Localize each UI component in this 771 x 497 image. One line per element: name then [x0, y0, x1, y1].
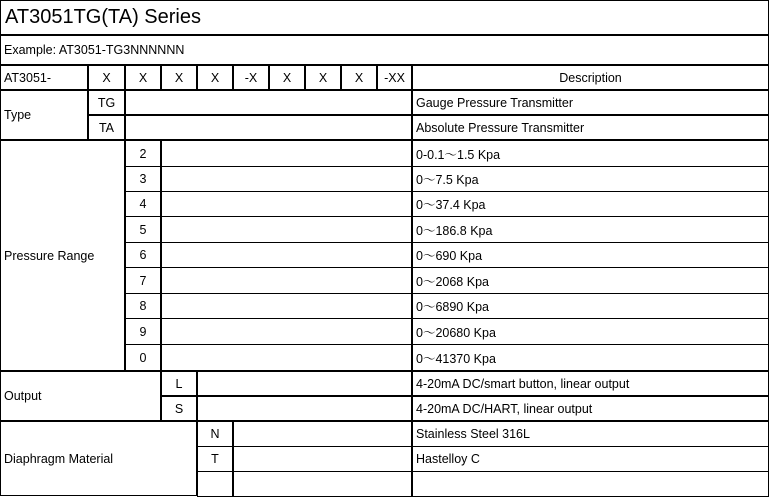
- diaphragm-code: N: [197, 421, 233, 447]
- type-label: Type: [0, 90, 88, 140]
- output-description: 4-20mA DC/smart button, linear output: [412, 371, 769, 396]
- pressure-range-code: 9: [125, 318, 161, 345]
- pressure-range-code: 4: [125, 191, 161, 217]
- type-code: TG: [88, 90, 125, 115]
- pressure-range-description: 0～7.5 Kpa: [412, 166, 769, 192]
- pressure-range-blank: [161, 242, 412, 268]
- output-blank: [197, 396, 412, 421]
- pressure-range-blank: [161, 166, 412, 192]
- pressure-range-label: Pressure Range: [0, 140, 125, 371]
- pressure-range-code: 3: [125, 166, 161, 192]
- header-code: -X: [233, 65, 269, 90]
- pressure-range-code: 8: [125, 293, 161, 319]
- output-description: 4-20mA DC/HART, linear output: [412, 396, 769, 421]
- output-code: S: [161, 396, 197, 421]
- pressure-range-description: 0～37.4 Kpa: [412, 191, 769, 217]
- pressure-range-blank: [161, 318, 412, 345]
- type-code: TA: [88, 115, 125, 140]
- diaphragm-blank: [233, 421, 412, 447]
- header-code: X: [125, 65, 161, 90]
- header-code: X: [341, 65, 377, 90]
- output-blank: [197, 371, 412, 396]
- pressure-range-description: 0～2068 Kpa: [412, 267, 769, 294]
- pressure-range-blank: [161, 216, 412, 243]
- pressure-range-code: 0: [125, 344, 161, 371]
- pressure-range-blank: [161, 191, 412, 217]
- header-description: Description: [412, 65, 769, 90]
- pressure-range-description: 0～6890 Kpa: [412, 293, 769, 319]
- type-blank: [125, 90, 412, 115]
- diaphragm-description: [412, 471, 769, 497]
- header-code: X: [269, 65, 305, 90]
- example-code: Example: AT3051-TG3NNNNNN: [0, 35, 769, 65]
- page-title: AT3051TG(TA) Series: [0, 0, 769, 35]
- diaphragm-code: T: [197, 446, 233, 472]
- pressure-range-code: 7: [125, 267, 161, 294]
- diaphragm-description: Stainless Steel 316L: [412, 421, 769, 447]
- pressure-range-blank: [161, 267, 412, 294]
- output-label: Output: [0, 371, 161, 421]
- pressure-range-description: 0-0.1～1.5 Kpa: [412, 140, 769, 167]
- pressure-range-code: 5: [125, 216, 161, 243]
- header-model: AT3051-: [0, 65, 88, 90]
- output-code: L: [161, 371, 197, 396]
- type-description: Absolute Pressure Transmitter: [412, 115, 769, 140]
- header-code: X: [161, 65, 197, 90]
- diaphragm-label: Diaphragm Material: [0, 421, 197, 496]
- diaphragm-blank: [233, 446, 412, 472]
- pressure-range-description: 0～690 Kpa: [412, 242, 769, 268]
- pressure-range-code: 6: [125, 242, 161, 268]
- type-description: Gauge Pressure Transmitter: [412, 90, 769, 115]
- header-code: X: [197, 65, 233, 90]
- pressure-range-description: 0～41370 Kpa: [412, 344, 769, 371]
- diaphragm-blank: [233, 471, 412, 497]
- diaphragm-description: Hastelloy C: [412, 446, 769, 472]
- pressure-range-code: 2: [125, 140, 161, 167]
- header-code: X: [88, 65, 125, 90]
- pressure-range-description: 0～20680 Kpa: [412, 318, 769, 345]
- pressure-range-blank: [161, 140, 412, 167]
- pressure-range-description: 0～186.8 Kpa: [412, 216, 769, 243]
- pressure-range-blank: [161, 293, 412, 319]
- diaphragm-code: [197, 471, 233, 497]
- header-code: -XX: [377, 65, 412, 90]
- type-blank: [125, 115, 412, 140]
- pressure-range-blank: [161, 344, 412, 371]
- header-code: X: [305, 65, 341, 90]
